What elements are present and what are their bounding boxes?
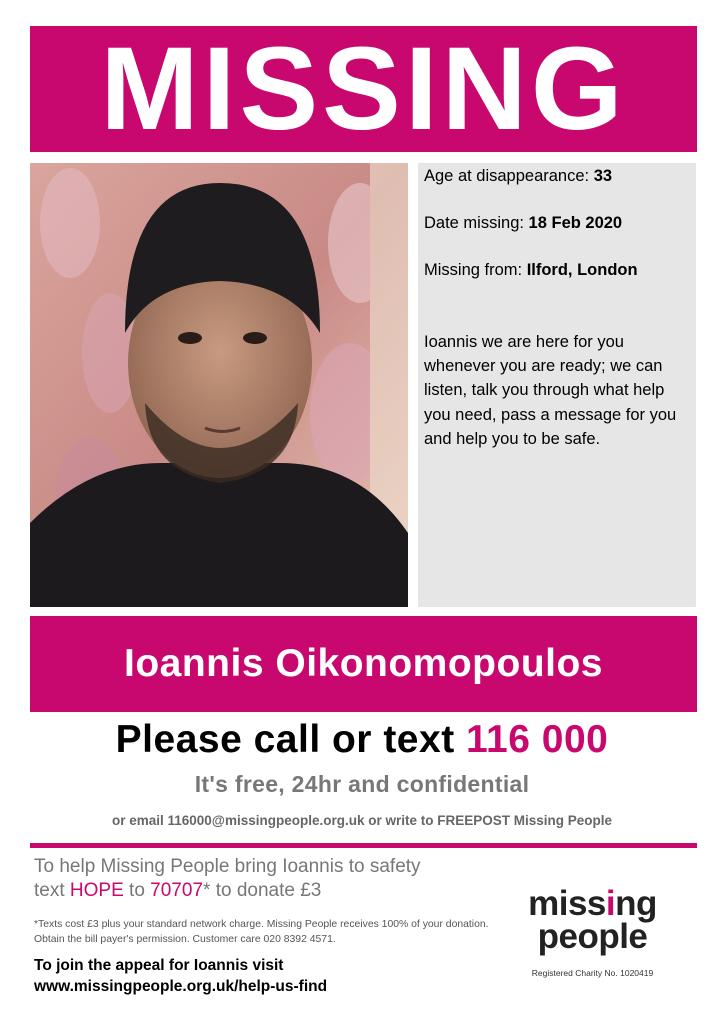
free-confidential-line: It's free, 24hr and confidential: [194, 771, 530, 797]
missing-header-banner: [30, 23, 697, 155]
small-print: *Texts cost £3 plus your standard network charge. Missing People receives 100% of your donation. Obtain the bill payer's permission. Customer care 020 8392 4571.: [34, 919, 489, 945]
appeal-message: Ioannis we are here for you whenever you are ready; we can listen, talk you through what help you need, pass a message for you and help you to be safe.: [424, 333, 677, 448]
donate-shortcode: 70707: [150, 880, 204, 901]
logo-line-2: people: [537, 917, 648, 956]
donate-text-b: to: [123, 880, 151, 901]
hotline-number: 116 000: [466, 718, 609, 761]
missing-person-photo: [30, 163, 408, 607]
age-value: 33: [593, 167, 613, 185]
age-line: [424, 167, 612, 186]
location-value: Ilford, London: [526, 261, 638, 279]
date-label: Date missing:: [424, 214, 529, 232]
missing-people-logo: [500, 884, 685, 957]
donate-line-1: To help Missing People bring Ioannis to safety: [34, 856, 421, 877]
donate-text-a: text: [34, 880, 70, 901]
email-line: or email 116000@missingpeople.org.uk or write to FREEPOST Missing People: [111, 813, 613, 828]
date-value: 18 Feb 2020: [528, 214, 623, 232]
divider: [30, 843, 697, 848]
appeal-line-1: To join the appeal for Ioannis visit: [34, 957, 284, 974]
appeal-visit: [34, 955, 494, 997]
photo-illustration: [30, 163, 408, 607]
missing-title: MISSING: [100, 23, 627, 155]
date-line: [424, 214, 622, 233]
call-prefix: Please call or text: [115, 718, 467, 761]
call-line: [0, 718, 724, 762]
donate-text-c: * to donate £3: [203, 880, 322, 901]
logo-line-1: missing: [528, 884, 657, 923]
donate-line-2: [34, 880, 321, 902]
location-line: [424, 261, 638, 280]
name-banner: [30, 616, 697, 712]
appeal-url[interactable]: www.missingpeople.org.uk/help-us-find: [34, 978, 328, 995]
person-name: Ioannis Oikonomopoulos: [124, 642, 603, 685]
location-label: Missing from:: [424, 261, 527, 279]
info-panel: [418, 163, 696, 607]
donate-keyword: HOPE: [69, 880, 124, 901]
charity-number: Registered Charity No. 1020419: [531, 968, 654, 978]
age-label: Age at disappearance:: [424, 167, 594, 185]
